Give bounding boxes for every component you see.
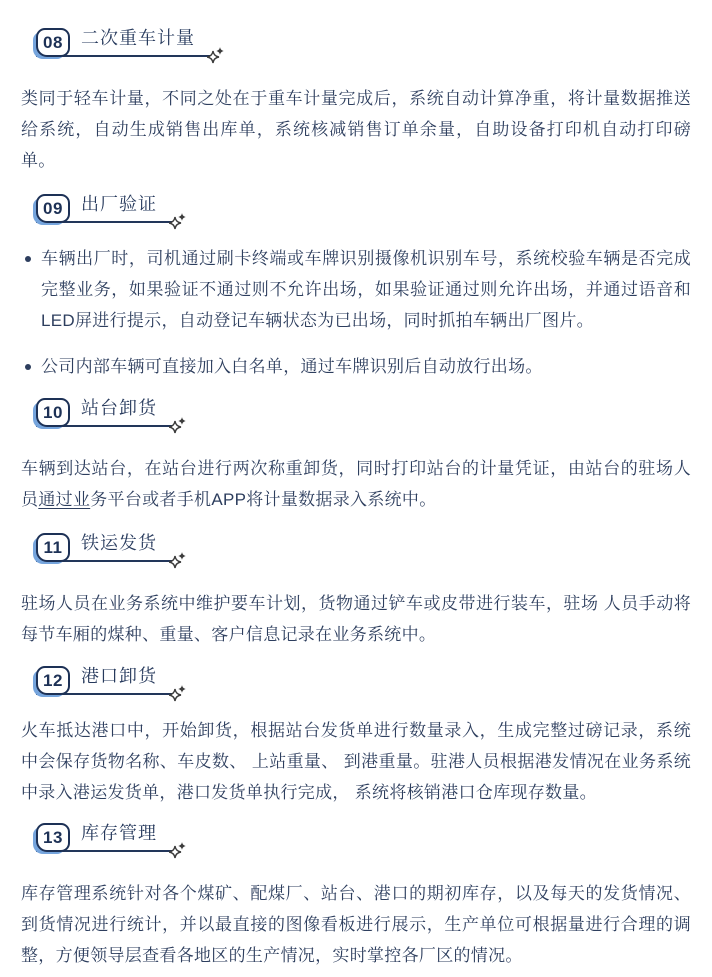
section-08-heading	[36, 24, 213, 57]
section-title: 二次重车计量	[81, 28, 195, 48]
section-title: 站台卸货	[81, 398, 157, 418]
paragraph-text: 车辆到达站台，在站台进行两次称重卸货，同时打印站台的计量凭证，由站台的驻场人员	[21, 459, 691, 509]
section-11	[21, 515, 691, 650]
underlined-text: 通过业	[38, 490, 91, 509]
bullet-dot-icon	[25, 256, 31, 262]
paragraph	[21, 453, 691, 515]
bullet-text: 公司内部车辆可直接加入白名单，通过车牌识别后自动放行出场。	[41, 357, 543, 376]
paragraph: 驻场人员在业务系统中维护要车计划，货物通过铲车或皮带进行装车，驻场 人员手动将每节车厢的煤种、重量、客户信息记录在业务系统中。	[21, 594, 691, 644]
sparkle-icon	[169, 417, 191, 437]
section-11-heading	[36, 529, 175, 562]
list-item	[21, 243, 691, 336]
section-13	[21, 808, 691, 971]
bullet-text: 车辆出厂时，司机通过刷卡终端或车牌识别摄像机识别车号，系统校验车辆是否完成完整业务，如果验证不通过则不允许出场，如果验证通过则允许出场，并通过语音和LED屏进行提示，自动登记车辆状态为已出场，同时抓拍车辆出厂图片。	[41, 249, 691, 330]
section-title: 出厂验证	[81, 194, 157, 214]
section-number-badge: 13	[36, 823, 70, 852]
section-12-heading	[36, 662, 175, 695]
section-number-badge: 09	[36, 194, 70, 223]
section-12	[21, 650, 691, 808]
section-09	[21, 176, 691, 382]
section-title: 铁运发货	[81, 533, 157, 553]
section-10-heading	[36, 394, 175, 427]
section-13-heading	[36, 819, 175, 852]
paragraph: 类同于轻车计量，不同之处在于重车计量完成后，系统自动计算净重，将计量数据推送给系统，自动生成销售出库单，系统核减销售订单余量，自助设备打印机自动打印磅单。	[21, 89, 691, 170]
section-09-heading	[36, 190, 175, 223]
sparkle-icon	[169, 842, 191, 862]
section-title: 库存管理	[81, 823, 157, 843]
paragraph: 火车抵达港口中，开始卸货，根据站台发货单进行数量录入，生成完整过磅记录，系统中会保存货物名称、车皮数、 上站重量、 到港重量。驻港人员根据港发情况在业务系统中录入港运发货单，港口发货单执行完成， 系统将核销港口仓库现存数量。	[21, 721, 691, 802]
bullet-list	[21, 243, 691, 382]
sparkle-icon	[169, 685, 191, 705]
section-number-badge: 12	[36, 666, 70, 695]
bullet-dot-icon	[25, 364, 31, 370]
section-number-badge: 11	[36, 533, 70, 562]
section-08	[21, 10, 691, 176]
sparkle-icon	[169, 552, 191, 572]
section-title: 港口卸货	[81, 666, 157, 686]
section-number-badge: 10	[36, 398, 70, 427]
section-10	[21, 382, 691, 515]
paragraph: 库存管理系统针对各个煤矿、配煤厂、站台、港口的期初库存，以及每天的发货情况、到货情况进行统计，并以最直接的图像看板进行展示，生产单位可根据量进行合理的调整，方便领导层查看各地区的生产情况，实时掌控各厂区的情况。	[21, 884, 691, 965]
section-number-badge: 08	[36, 28, 70, 57]
paragraph-text: 务平台或者手机APP将计量数据录入系统中。	[90, 490, 437, 509]
sparkle-icon	[169, 213, 191, 233]
sparkle-icon	[207, 47, 229, 67]
list-item	[21, 351, 691, 382]
